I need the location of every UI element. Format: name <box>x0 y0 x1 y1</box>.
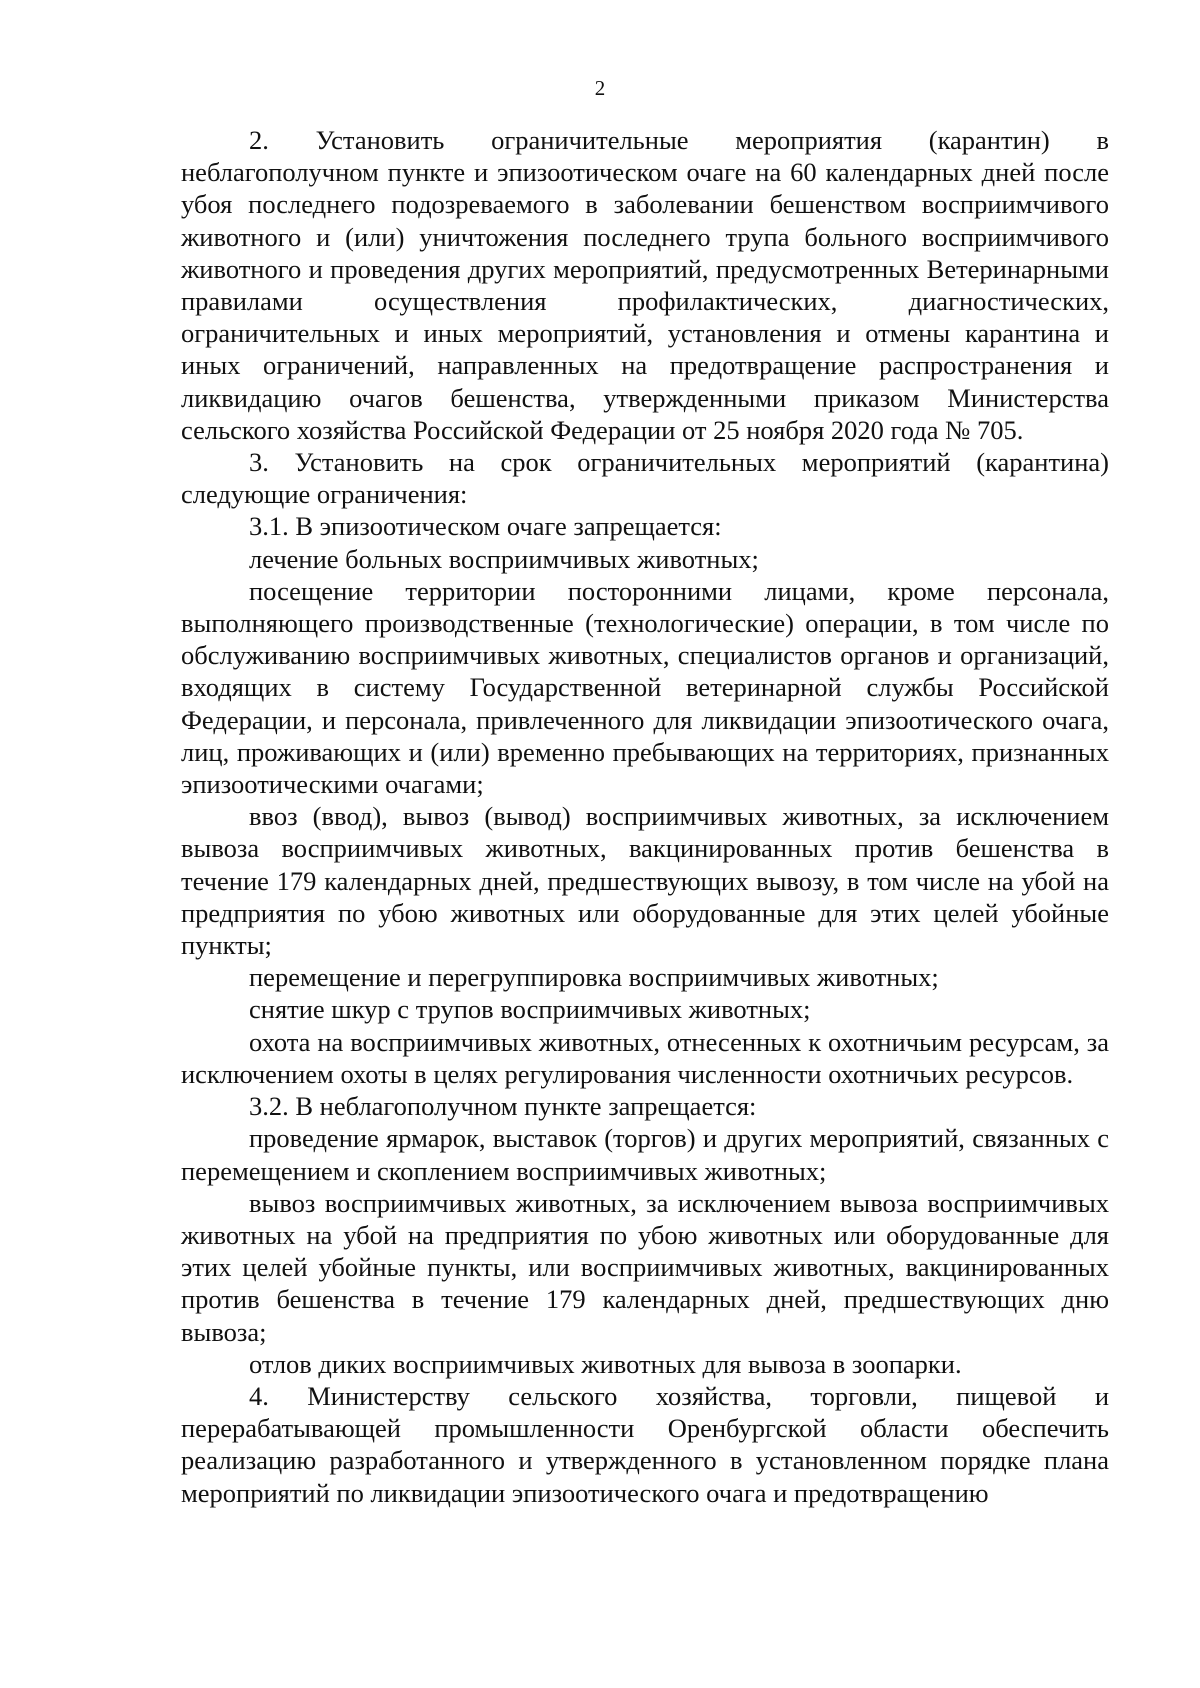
page-number: 2 <box>594 76 606 100</box>
paragraph-3-restrictions: 3. Установить на срок ограничительных мероприятий (карантина) следующие ограничения: <box>181 447 1109 510</box>
paragraph-3-1-hunting: охота на восприимчивых животных, отнесенных к охотничьим ресурсам, за исключением охоты в целях регулирования численности охотничьих ресурсов. <box>181 1026 1109 1089</box>
paragraph-4-ministry: 4. Министерству сельского хозяйства, торговли, пищевой и перерабатывающей промышленности Оренбургской области обеспечить реализацию разработанного и утвержденного в установленном порядке плана мероприятий по ликвидации эпизоотического очага и предотвращению <box>181 1380 1109 1508</box>
paragraph-3-1-visits: посещение территории посторонними лицами, кроме персонала, выполняющего производственные (технологические) операции, в том числе по обслуживанию восприимчивых животных, специалистов органов и организаций, входящих в систему Государственной ветеринарной службы Российской Федерации, и персонала, привлеченного для ликвидации эпизоотического очага, лиц, проживающих и (или) временно пребывающих на территориях, признанных эпизоотическими очагами; <box>181 575 1109 800</box>
paragraph-3-2-heading: 3.2. В неблагополучном пункте запрещается: <box>249 1091 757 1122</box>
paragraph-3-1-movement: перемещение и перегруппировка восприимчивых животных; <box>249 962 939 993</box>
paragraph-2-quarantine: 2. Установить ограничительные мероприятия (карантин) в неблагополучном пункте и эпизоотическом очаге на 60 календарных дней после убоя последнего подозреваемого в заболевании бешенством восприимчивого животного и (или) уничтожения последнего трупа больного восприимчивого животного и проведения других мероприятий, предусмотренных Ветеринарными правилами осуществления профилактических, диагностических, ограничительных и иных мероприятий, установления и отмены карантина и иных ограничений, направленных на предотвращение распространения и ликвидацию очагов бешенства, утвержденными приказом Министерства сельского хозяйства Российской Федерации от 25 ноября 2020 года № 705. <box>181 125 1109 445</box>
paragraph-3-1-skinning: снятие шкур с трупов восприимчивых животных; <box>249 994 811 1025</box>
paragraph-3-2-capture: отлов диких восприимчивых животных для вывоза в зоопарки. <box>249 1348 962 1379</box>
paragraph-3-1-import-export: ввоз (ввод), вывоз (вывод) восприимчивых животных, за исключением вывоза восприимчивых животных, вакцинированных против бешенства в течение 179 календарных дней, предшествующих вывозу, в том числе на убой на предприятия по убою животных или оборудованные для этих целей убойные пункты; <box>181 801 1109 961</box>
paragraph-3-2-export: вывоз восприимчивых животных, за исключением вывоза восприимчивых животных на убой на предприятия по убою животных или оборудованные для этих целей убойные пункты, или восприимчивых животных, вакцинированных против бешенства в течение 179 календарных дней, предшествующих дню вывоза; <box>181 1187 1109 1347</box>
paragraph-3-2-fairs: проведение ярмарок, выставок (торгов) и других мероприятий, связанных с перемещением и скоплением восприимчивых животных; <box>181 1123 1109 1186</box>
paragraph-3-1-treatment: лечение больных восприимчивых животных; <box>249 543 759 574</box>
document-body <box>181 124 1109 1509</box>
paragraph-3-1-heading: 3.1. В эпизоотическом очаге запрещается: <box>249 511 722 542</box>
